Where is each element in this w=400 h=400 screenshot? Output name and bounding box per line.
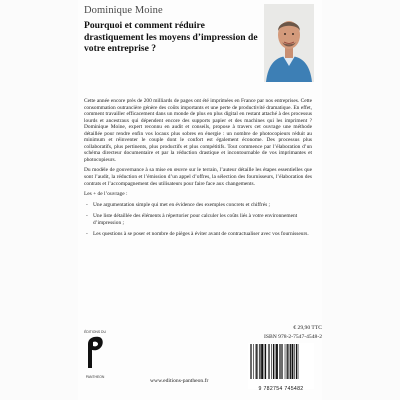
feature-item: - Les questions à se poser et nombre de pièges à éviter avant de contractualiser avec vos fournisseurs. bbox=[84, 231, 312, 238]
barcode-bar bbox=[287, 344, 288, 379]
barcode-bar bbox=[251, 344, 252, 379]
barcode-bar bbox=[282, 344, 283, 379]
paragraph-1: Cette année encore près de 200 milliards de pages ont été imprimées en France par nos entreprises. Cette consommation outrancière génère des coûts importants et une perte de productivité dramatique. En effet, comment travailler efficacement dans un monde de plus en plus digital en restant attaché à des processus lourds et ancestraux qui dépendent encore des supports papier et des machines qui les impriment ? Dominique Moine, expert reconnu en audit et conseils, propose à travers cet ouvrage une méthode détaillée pour rendre enfin vos locaux plus sobres en énergie : un nombre de photocopieurs réduit au minimum et réinventer le couple dont le confort est également économe. Des processus plus collaboratifs, plus pertinents, plus productifs et plus compétitifs. Tout commence par l’élaboration d’un schéma directeur documentaire et par la réduction drastique et incontournable de vos imprimantes et photocopieurs. bbox=[84, 98, 312, 163]
price-label: € 29,90 TTC bbox=[293, 325, 322, 331]
barcode-bar bbox=[259, 344, 260, 379]
back-cover-text bbox=[84, 98, 312, 243]
publisher-logo-bottom: PANTHEON bbox=[85, 375, 105, 379]
barcode-bar bbox=[285, 344, 286, 379]
barcode-bar bbox=[273, 344, 274, 379]
barcode-bar bbox=[280, 344, 281, 379]
publisher-mark-icon bbox=[84, 334, 106, 370]
barcode-bar bbox=[253, 344, 254, 379]
barcode-bar bbox=[292, 344, 294, 379]
barcode-bar bbox=[250, 344, 251, 379]
plus-intro: Les + de l’ouvrage : bbox=[84, 191, 128, 198]
barcode-bar bbox=[269, 344, 270, 379]
barcode-number: 9 782754 745482 bbox=[258, 386, 304, 392]
feature-item: - Une liste détaillée des éléments à répertorier pour calculer les coûts liés à votre environnement d’impression ; bbox=[84, 213, 312, 226]
barcode-bar bbox=[296, 344, 297, 379]
barcode-bar bbox=[288, 344, 289, 379]
barcode-bar bbox=[268, 344, 269, 379]
publisher-logo bbox=[84, 330, 106, 380]
publisher-website: www.editions-pantheon.fr bbox=[150, 378, 209, 384]
author-photo bbox=[264, 4, 314, 82]
barcode-bar bbox=[271, 344, 272, 379]
barcode-bar bbox=[298, 344, 299, 379]
barcode-bar bbox=[257, 344, 258, 379]
paragraph-2: Du modèle de gouvernance à sa mise en œuvre sur le terrain, l’auteur détaille les étapes essentielles que sont l’audit, la réduction et l’émission d’un appel d’offres, la sélection des fournisseurs, l’élaboration des contrats et l’accompagnement des utilisateurs pour faire face aux changements. bbox=[84, 167, 312, 187]
isbn-barcode bbox=[248, 343, 314, 392]
barcode-bar bbox=[275, 344, 276, 379]
feature-item: - Une argumentation simple qui met en évidence des exemples concrets et chiffrés ; bbox=[84, 202, 312, 209]
barcode-bar bbox=[261, 344, 263, 379]
feature-list bbox=[84, 202, 312, 238]
book-title: Pourquoi et comment réduire drastiquement les moyens d’impression de votre entreprise ? bbox=[84, 20, 258, 54]
barcode-bar bbox=[276, 344, 278, 379]
barcode-bar bbox=[294, 344, 295, 379]
barcode-bar bbox=[290, 344, 291, 379]
barcode-bars bbox=[248, 343, 314, 380]
barcode-bar bbox=[265, 344, 266, 379]
author-name: Dominique Moine bbox=[84, 5, 163, 16]
barcode-bar bbox=[256, 344, 257, 379]
barcode-bar bbox=[264, 344, 265, 379]
publisher-logo-top: ÉDITIONS DU bbox=[84, 330, 106, 334]
barcode-bar bbox=[279, 344, 280, 379]
author-portrait-image bbox=[264, 4, 314, 82]
isbn-label: ISBN 978-2-7547-4548-2 bbox=[264, 334, 322, 340]
